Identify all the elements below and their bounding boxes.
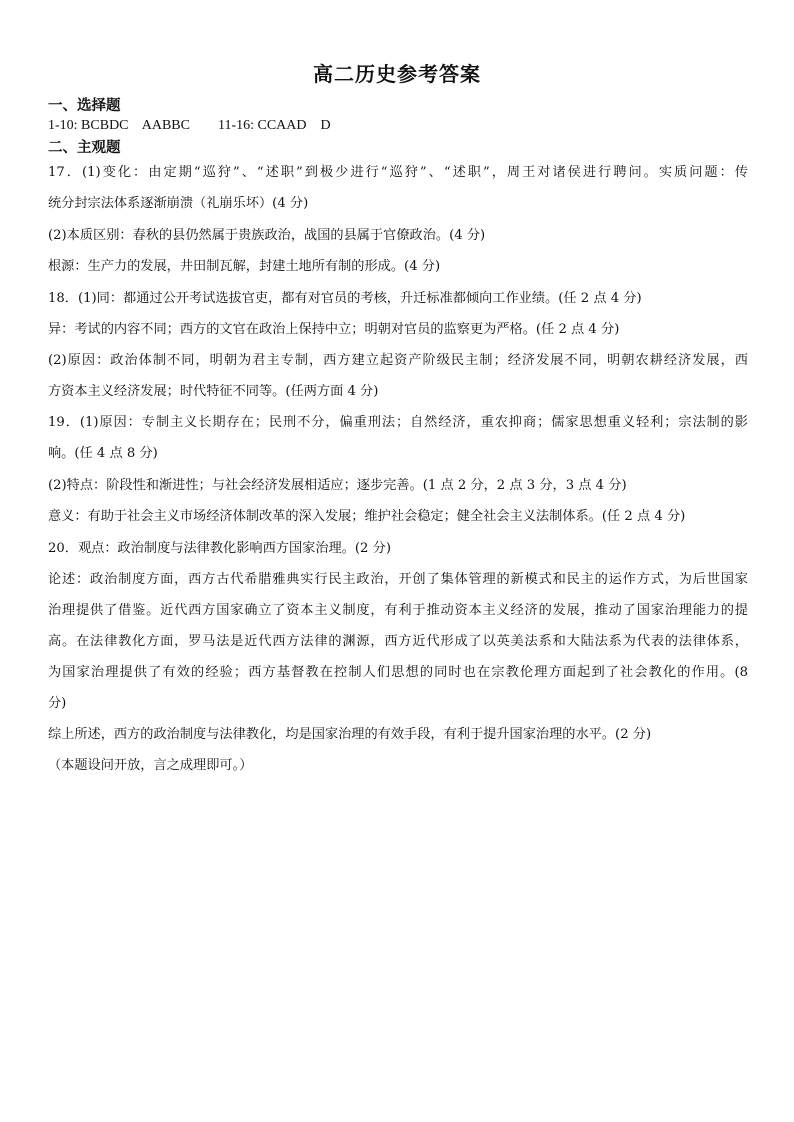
page-title: 高二历史参考答案 xyxy=(313,62,481,86)
answer-note: （本题设问开放，言之成理即可。） xyxy=(48,758,253,773)
section-heading-multiple-choice: 一、选择题 xyxy=(48,98,121,114)
answer-line: 分) xyxy=(48,696,67,711)
answer-line: 论述：政治制度方面，西方古代希腊雅典实行民主政治，开创了集体管理的新模式和民主的运作方式，为后世国家 xyxy=(48,572,748,587)
section-heading-subjective: 二、主观题 xyxy=(48,140,121,156)
answer-line: 治理提供了借鉴。近代西方国家确立了资本主义制度，有利于推动资本主义经济的发展，推动了国家治理能力的提 xyxy=(48,603,748,618)
answer-line: (2)特点：阶段性和渐进性；与社会经济发展相适应；逐步完善。(1 点 2 分，2 点 3 分，3 点 4 分) xyxy=(48,478,627,493)
answer-line: (2)本质区别：春秋的县仍然属于贵族政治，战国的县属于官僚政治。(4 分) xyxy=(48,228,486,243)
answer-line: 响。(任 4 点 8 分) xyxy=(48,446,158,461)
answer-line: 统分封宗法体系逐渐崩溃（礼崩乐坏）(4 分) xyxy=(48,196,309,211)
answer-line: 高。在法律教化方面，罗马法是近代西方法律的渊源，西方近代形成了以英美法系和大陆法系为代表的法律体系， xyxy=(48,634,748,649)
answer-line: 20．观点：政治制度与法律教化影响西方国家治理。(2 分) xyxy=(48,541,391,556)
answer-line: 根源：生产力的发展，井田制瓦解，封建土地所有制的形成。(4 分) xyxy=(48,259,441,274)
answer-line: 方资本主义经济发展；时代特征不同等。(任两方面 4 分) xyxy=(48,384,379,399)
answer-line: (2)原因：政治体制不同，明朝为君主专制，西方建立起资产阶级民主制；经济发展不同，明朝农耕经济发展，西 xyxy=(48,353,748,368)
answer-line: 19．(1)原因：专制主义长期存在；民刑不分，偏重刑法；自然经济，重农抑商；儒家思想重义轻利；宗法制的影 xyxy=(48,415,748,430)
answer-line: 异：考试的内容不同；西方的文官在政治上保持中立；明朝对官员的监察更为严格。(任 2 点 4 分) xyxy=(48,322,620,337)
multiple-choice-answers: 1-10: BCBDC AABBC 11-16: CCAAD D xyxy=(48,118,331,133)
answer-line: 17．(1)变化：由定期“巡狩”、“述职”到极少进行“巡狩”、“述职”，周王对诸侯进行聘问。实质问题：传 xyxy=(48,165,748,180)
answer-line: 18．(1)同：都通过公开考试选拔官吏，都有对官员的考核，升迁标准都倾向工作业绩。(任 2 点 4 分) xyxy=(48,291,642,306)
answer-line: 意义：有助于社会主义市场经济体制改革的深入发展；维护社会稳定；健全社会主义法制体系。(任 2 点 4 分) xyxy=(48,509,686,524)
answer-line: 为国家治理提供了有效的经验；西方基督教在控制人们思想的同时也在宗教伦理方面起到了社会教化的作用。(8 xyxy=(48,665,748,680)
answer-line: 综上所述，西方的政治制度与法律教化，均是国家治理的有效手段，有利于提升国家治理的水平。(2 分) xyxy=(48,727,652,742)
